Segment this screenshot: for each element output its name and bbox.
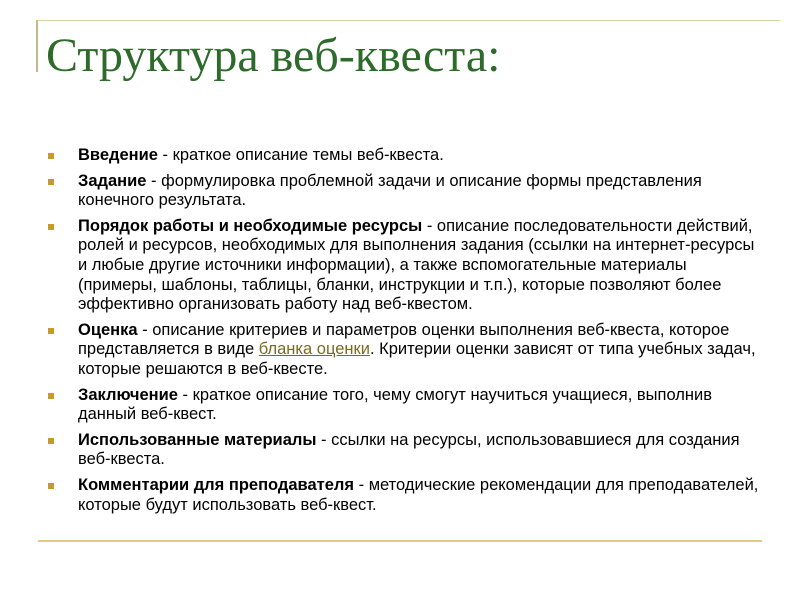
top-rule <box>36 20 780 21</box>
square-bullet-icon <box>48 438 54 444</box>
item-text: - описание последовательности действий, ролей и ресурсов, необходимых для выполнения задания (ссылки на интернет-ресурсы и любые другие источники информации), а также вспомогательные материалы (примеры, шаблоны, таблицы, бланки, инструкции и т.п.), которые позволяют более эффективно организовать работу над веб-квестом. <box>78 216 755 314</box>
square-bullet-icon <box>48 224 54 230</box>
evaluation-form-link[interactable]: бланка оценки <box>258 340 370 359</box>
list-item <box>46 172 766 211</box>
item-term: Задание <box>78 171 147 190</box>
item-text: - краткое описание того, чему смогут научиться учащиеся, выполнив данный веб-квест. <box>78 385 712 424</box>
list-item <box>46 386 766 425</box>
bullet-list <box>46 146 766 521</box>
item-text: - формулировка проблемной задачи и описание формы представления конечного результата. <box>78 171 702 210</box>
slide-title: Структура веб-квеста: <box>46 29 501 82</box>
item-text-after: . Критерии оценки зависят от типа учебных задач, которые решаются в веб-квесте. <box>78 340 756 378</box>
square-bullet-icon <box>48 179 54 185</box>
item-term: Введение <box>78 146 158 164</box>
item-text: - описание критериев и параметров оценки выполнения веб-квеста, которое представляется в виде <box>78 320 730 359</box>
item-term: Использованные материалы <box>78 430 317 449</box>
square-bullet-icon <box>48 153 54 159</box>
square-bullet-icon <box>48 393 54 399</box>
item-term: Оценка <box>78 320 138 339</box>
list-item <box>46 431 766 470</box>
item-text: - методические рекомендации для преподавателей, которые будут использовать веб-квест. <box>78 475 759 514</box>
list-item <box>46 321 766 380</box>
square-bullet-icon <box>48 328 54 334</box>
list-item <box>46 146 766 166</box>
item-term: Комментарии для преподавателя <box>78 475 355 494</box>
square-bullet-icon <box>48 483 54 489</box>
item-term: Порядок работы и необходимые ресурсы <box>78 216 423 235</box>
item-term: Заключение <box>78 385 178 404</box>
title-accent-bar <box>36 20 38 72</box>
item-text: - ссылки на ресурсы, использовавшиеся для создания веб-квеста. <box>78 430 740 469</box>
list-item <box>46 476 766 515</box>
bottom-rule <box>38 540 762 542</box>
list-item <box>46 217 766 315</box>
item-text: - краткое описание темы веб-квеста. <box>157 146 444 164</box>
